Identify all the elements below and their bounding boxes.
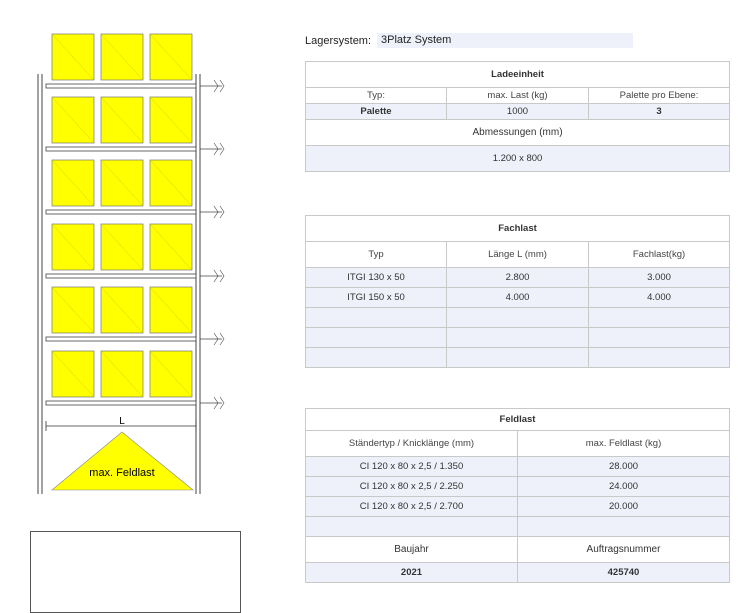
ladeeinheit-value-pallets: 3 [589,104,730,120]
auftrag-label: Auftragsnummer [518,537,730,563]
span-label: L [119,416,125,427]
table-row [306,457,730,477]
field-load-label: max. Feldlast [89,467,155,479]
fachlast-table [305,215,730,368]
fachlast-row2-type: ITGI 150 x 50 [306,288,447,308]
table-row [306,288,730,308]
ladeeinheit-title: Ladeeinheit [306,62,730,88]
table-row [306,268,730,288]
feldlast-row1-load: 28.000 [518,457,730,477]
fachlast-header-type: Typ [306,242,447,268]
ladeeinheit-header-pallets: Palette pro Ebene: [589,88,730,104]
fachlast-header-length: Länge L (mm) [447,242,589,268]
fachlast-title: Fachlast [306,216,730,242]
fachlast-row1-length: 2.800 [447,268,589,288]
feldlast-title: Feldlast [306,409,730,431]
feldlast-row1-column: CI 120 x 80 x 2,5 / 1.350 [306,457,518,477]
beam [46,210,196,214]
storage-system-row [305,33,633,48]
baujahr-value: 2021 [306,563,518,583]
fachlast-row1-load: 3.000 [589,268,730,288]
beam [46,401,196,405]
feldlast-row2-load: 24.000 [518,477,730,497]
feldlast-header-load: max. Feldlast (kg) [518,431,730,457]
fachlast-header-load: Fachlast(kg) [589,242,730,268]
pallet-grid [52,34,192,397]
rack-diagram [0,0,240,500]
table-row-empty [306,308,730,328]
fachlast-row2-load: 4.000 [589,288,730,308]
span-dimension [46,416,196,431]
ladeeinheit-header-type: Typ: [306,88,447,104]
feldlast-row3-load: 20.000 [518,497,730,517]
notes-box [30,531,241,613]
auftrag-value: 425740 [518,563,730,583]
ladeeinheit-header-max-load: max. Last (kg) [447,88,589,104]
ladeeinheit-table [305,61,730,172]
beam [46,147,196,151]
feldlast-row2-column: CI 120 x 80 x 2,5 / 2.250 [306,477,518,497]
table-row [306,497,730,517]
field-load-triangle [52,432,193,490]
beam [46,84,196,88]
baujahr-label: Baujahr [306,537,518,563]
feldlast-row3-column: CI 120 x 80 x 2,5 / 2.700 [306,497,518,517]
feldlast-table [305,408,730,583]
dimensions-value: 1.200 x 800 [306,146,730,172]
feldlast-header-column: Ständertyp / Knicklänge (mm) [306,431,518,457]
storage-system-value: 3Platz System [377,33,633,48]
ladeeinheit-value-max-load: 1000 [447,104,589,120]
dimensions-label: Abmessungen (mm) [306,120,730,146]
table-row-empty [306,328,730,348]
beam [46,274,196,278]
fachlast-row2-length: 4.000 [447,288,589,308]
fachlast-row1-type: ITGI 130 x 50 [306,268,447,288]
beam [46,337,196,341]
table-row-empty [306,517,730,537]
table-row-empty [306,348,730,368]
ladeeinheit-value-type: Palette [306,104,447,120]
storage-system-label: Lagersystem: [305,34,372,47]
table-row [306,477,730,497]
